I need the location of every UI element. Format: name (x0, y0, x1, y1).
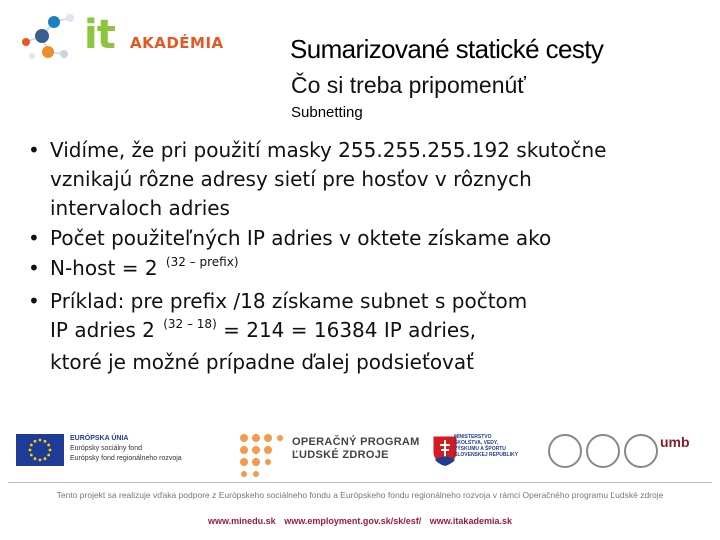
bullet-list (28, 136, 708, 378)
bullet-line: • Vidíme, že pri použití masky 255.255.255.192 skutočne (50, 138, 607, 162)
bullet-line: vznikajú rôzne adresy sietí pre hosťov v rôznych (50, 167, 532, 191)
page-subtitle: Čo si treba pripomenúť (291, 72, 526, 98)
eu-flag-icon (16, 434, 64, 466)
bullet-line: • Počet použiteľných IP adries v oktete získame ako (50, 226, 552, 250)
university-seal-icon (586, 434, 620, 468)
formula-text: IP adries 2 (50, 318, 155, 342)
eu-line: Európsky sociálny fond (70, 445, 142, 452)
umb-logo: umb (660, 434, 690, 450)
ministry-text (454, 434, 518, 458)
ministry-line: VÝSKUMU A ŠPORTU (454, 446, 506, 452)
bullet-line: ktoré je možné prípadne ďalej podsieťovať (50, 350, 474, 374)
bullet-item (28, 254, 708, 286)
logo-it-text: it (84, 12, 115, 58)
section-label: Subnetting (291, 104, 363, 121)
bullet-line: • Príklad: pre prefix /18 získame subnet s počtom (50, 289, 528, 313)
ministry-line: SLOVENSKEJ REPUBLIKY (454, 452, 518, 458)
logo-akademia-text: AKADÉMIA (130, 34, 224, 52)
bullet-line (50, 254, 708, 286)
footer-link[interactable]: www.minedu.sk (208, 516, 276, 526)
formula-result: = 214 = 16384 IP adries, (223, 318, 476, 342)
footer-urls (0, 516, 720, 526)
ministry-line: MINISTERSTVO (454, 434, 492, 440)
formula-text: N-host = 2 (50, 256, 158, 280)
formula-exponent: (32 – prefix) (165, 255, 239, 269)
formula-exponent: (32 – 18) (163, 317, 217, 331)
eu-title: EURÓPSKA ÚNIA (70, 435, 129, 442)
op-line: OPERAČNÝ PROGRAM (292, 436, 420, 448)
university-seal-icon (624, 434, 658, 468)
bullet-line: intervaloch adries (50, 196, 230, 220)
eu-line: Európsky fond regionálneho rozvoja (70, 455, 182, 462)
op-line: ĽUDSKÉ ZDROJE (292, 449, 389, 461)
footer (0, 420, 720, 540)
bullet-item (28, 224, 708, 253)
footer-link[interactable]: www.employment.gov.sk/sk/esf/ (284, 516, 422, 526)
university-seal-icon (548, 434, 582, 468)
op-dots-icon (236, 430, 284, 478)
logo-molecule-icon (18, 8, 88, 68)
op-text (292, 436, 420, 462)
page-title: Sumarizované statické cesty (290, 34, 604, 64)
bullet-item (28, 287, 708, 377)
it-akademia-logo (18, 8, 258, 68)
ministry-line: ŠKOLSTVA, VEDY, (454, 440, 499, 446)
footer-divider (8, 482, 712, 483)
footer-link[interactable]: www.itakademia.sk (429, 516, 512, 526)
eu-text (70, 434, 182, 464)
bullet-item (28, 136, 708, 223)
bullet-line (50, 316, 708, 348)
project-text: Tento projekt sa realizuje vďaka podpore z Európskeho sociálneho fondu a Európskeho fondu regionálneho rozvoja v rámci Operačného programu Ľudské zdroje (56, 490, 664, 500)
